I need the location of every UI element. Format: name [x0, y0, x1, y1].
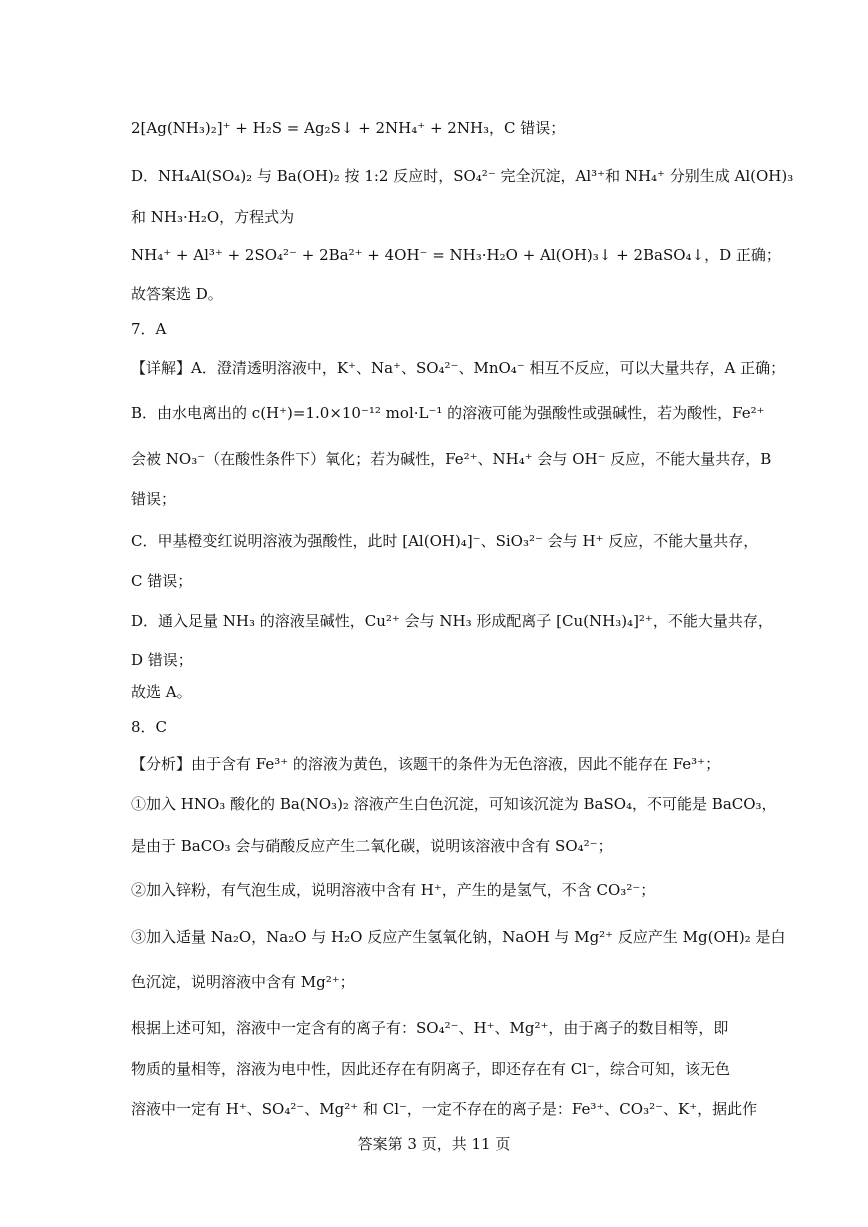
text-line-20: ②加入锌粉，有气泡生成，说明溶液中含有 H⁺，产生的是氢气，不含 CO₃²⁻； [131, 881, 656, 899]
text-line-7: 【详解】A．澄清透明溶液中，K⁺、Na⁺、SO₄²⁻、MnO₄⁻ 相互不反应，可以大量共存，A 正确； [131, 359, 786, 377]
question-number-8: 8．C [131, 718, 168, 736]
question-number-7: 7．A [131, 320, 167, 338]
text-line-17: 【分析】由于含有 Fe³⁺ 的溶液为黄色，该题干的条件为无色溶液，因此不能存在 Fe³⁺； [131, 755, 721, 773]
text-line-8: B．由水电离出的 c(H⁺)=1.0×10⁻¹² mol·L⁻¹ 的溶液可能为强酸性或强碱性，若为酸性，Fe²⁺ [131, 404, 765, 422]
text-line-19: 是由于 BaCO₃ 会与硝酸反应产生二氧化碳，说明该溶液中含有 SO₄²⁻； [131, 837, 613, 855]
text-line-1: 2[Ag(NH₃)₂]⁺ + H₂S = Ag₂S↓ + 2NH₄⁺ + 2NH₃，C 错误； [131, 119, 566, 137]
text-line-3: 和 NH₃·H₂O，方程式为 [131, 208, 295, 226]
text-line-12: C 错误； [131, 572, 193, 590]
text-line-14: D 错误； [131, 651, 193, 669]
page-footer: 答案第 3 页，共 11 页 [357, 1135, 511, 1153]
text-line-13: D．通入足量 NH₃ 的溶液呈碱性，Cu²⁺ 会与 NH₃ 形成配离子 [Cu(NH₃)₄]²⁺，不能大量共存， [131, 612, 773, 630]
text-line-4: NH₄⁺ + Al³⁺ + 2SO₄²⁻ + 2Ba²⁺ + 4OH⁻ = NH₃·H₂O + Al(OH)₃↓ + 2BaSO₄↓，D 正确； [131, 246, 781, 264]
text-line-15: 故选 A。 [131, 683, 192, 701]
text-line-24: 物质的量相等，溶液为电中性，因此还存在有阴离子，即还存在有 Cl⁻，综合可知，该无色 [131, 1060, 730, 1078]
text-line-2: D．NH₄Al(SO₄)₂ 与 Ba(OH)₂ 按 1:2 反应时，SO₄²⁻ 完全沉淀，Al³⁺和 NH₄⁺ 分别生成 Al(OH)₃ [131, 167, 794, 185]
text-line-9: 会被 NO₃⁻（在酸性条件下）氧化；若为碱性，Fe²⁺、NH₄⁺ 会与 OH⁻ 反应，不能大量共存，B [131, 450, 772, 468]
text-line-10: 错误； [131, 490, 177, 508]
text-line-11: C．甲基橙变红说明溶液为强酸性，此时 [Al(OH)₄]⁻、SiO₃²⁻ 会与 H⁺ 反应，不能大量共存， [131, 532, 759, 550]
text-line-5: 故答案选 D。 [131, 285, 223, 303]
text-line-18: ①加入 HNO₃ 酸化的 Ba(NO₃)₂ 溶液产生白色沉淀，可知该沉淀为 BaSO₄，不可能是 BaCO₃， [131, 795, 777, 813]
text-line-23: 根据上述可知，溶液中一定含有的离子有：SO₄²⁻、H⁺、Mg²⁺，由于离子的数目相等，即 [131, 1019, 729, 1037]
text-line-21: ③加入适量 Na₂O，Na₂O 与 H₂O 反应产生氢氧化钠，NaOH 与 Mg²⁺ 反应产生 Mg(OH)₂ 是白 [131, 928, 786, 946]
text-line-22: 色沉淀，说明溶液中含有 Mg²⁺； [131, 973, 355, 991]
text-line-25: 溶液中一定有 H⁺、SO₄²⁻、Mg²⁺ 和 Cl⁻，一定不存在的离子是：Fe³⁺、CO₃²⁻、K⁺，据此作 [131, 1100, 758, 1118]
